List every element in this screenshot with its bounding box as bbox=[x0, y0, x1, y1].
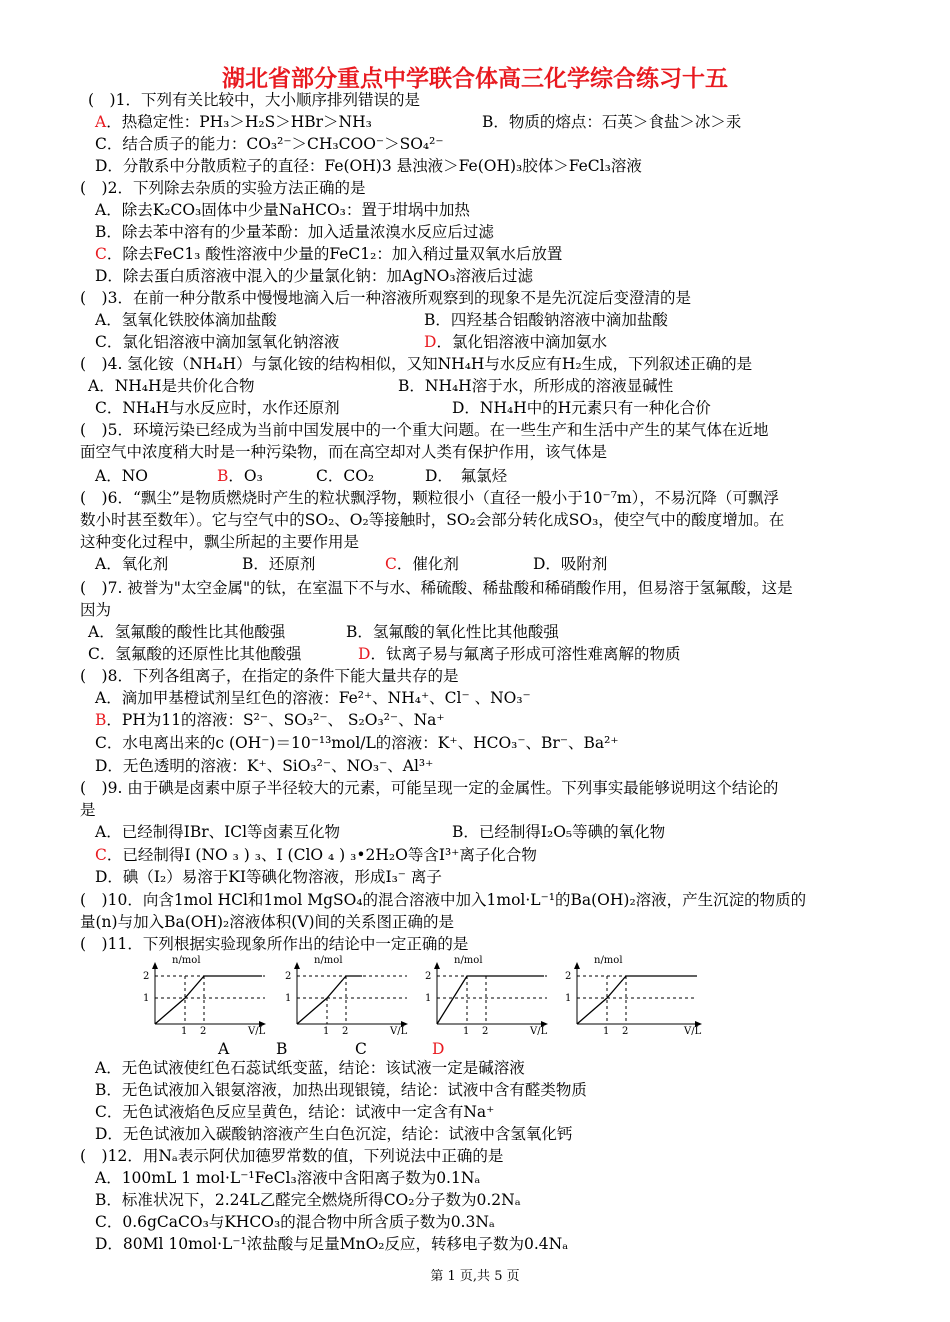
graph-b bbox=[285, 955, 408, 1037]
question-1-stem: ( )1．下列有关比较中，大小顺序排列错误的是 bbox=[88, 91, 420, 109]
question-8-stem: ( )8．下列各组离子，在指定的条件下能大量共存的是 bbox=[80, 667, 459, 685]
x-tick-2: 2 bbox=[342, 1026, 349, 1037]
question-1-option-d: D．分散系中分散质粒子的直径：Fe(OH)3 悬浊液＞Fe(OH)₃胶体＞FeCl₃溶液 bbox=[95, 157, 642, 175]
question-4-option-b: B．NH₄H溶于水，所形成的溶液显碱性 bbox=[398, 377, 674, 395]
x-tick-1: 1 bbox=[603, 1026, 610, 1037]
question-9-stem-line1: ( )9. 由于碘是卤素中原子半径较大的元素，可能呈现一定的金属性。下列事实最能够说明这个结论的 bbox=[80, 779, 779, 797]
y-tick-2: 2 bbox=[143, 971, 150, 982]
y-tick-2: 2 bbox=[285, 971, 292, 982]
graph-label-b: B bbox=[276, 1040, 288, 1058]
x-axis-label: V/L bbox=[248, 1026, 266, 1037]
graph-label-a: A bbox=[218, 1040, 230, 1058]
data-line bbox=[437, 976, 544, 1024]
question-3-stem: ( )3．在前一种分散系中慢慢地滴入后一种溶液所观察到的现象不是先沉淀后变澄清的是 bbox=[80, 289, 691, 307]
question-12-option-d: D．80Ml 10mol·L⁻¹浓盐酸与足量MnO₂反应，转移电子数为0.4Nₐ bbox=[95, 1235, 569, 1253]
data-line bbox=[155, 976, 262, 1024]
question-6-stem-line1: ( )6．“飘尘”是物质燃烧时产生的粒状飘浮物，颗粒很小（直径一般小于10⁻⁷m），不易沉降（可飘浮 bbox=[80, 489, 779, 507]
y-tick-2: 2 bbox=[565, 971, 572, 982]
question-6-stem-line3: 这种变化过程中，飘尘所起的主要作用是 bbox=[80, 533, 360, 551]
question-3-option-b: B．四羟基合铝酸钠溶液中滴加盐酸 bbox=[424, 311, 668, 329]
question-2-option-c: C．除去FeC1₃ 酸性溶液中少量的FeC1₂：加入稍过量双氧水后放置 bbox=[95, 245, 563, 263]
question-3-option-a: A．氢氧化铁胶体滴加盐酸 bbox=[95, 311, 277, 329]
answer-mark: C bbox=[95, 245, 107, 263]
question-5-option-d: D． 氟氯烃 bbox=[425, 467, 508, 485]
question-1-option-b: B．物质的熔点：石英＞食盐＞冰＞汞 bbox=[482, 113, 742, 131]
question-4-stem: ( )4. 氢化铵（NH₄H）与氯化铵的结构相似，又知NH₄H与水反应有H₂生成，下列叙述正确的是 bbox=[80, 355, 753, 373]
graph-a bbox=[143, 955, 266, 1037]
graph-d bbox=[565, 955, 702, 1037]
x-axis-label: V/L bbox=[390, 1026, 408, 1037]
y-axis-label: n/mol bbox=[314, 955, 343, 966]
y-tick-2: 2 bbox=[425, 971, 432, 982]
y-axis-label: n/mol bbox=[594, 955, 623, 966]
question-10-stem-line2: 量(n)与加入Ba(OH)₂溶液体积(V)间的关系图正确的是 bbox=[80, 913, 455, 931]
y-axis-arrow bbox=[152, 962, 158, 969]
question-4-option-d: D．NH₄H中的H元素只有一种化合价 bbox=[452, 399, 711, 417]
question-5-stem-line2: 面空气中浓度稍大时是一种污染物，而在高空却对人类有保护作用，该气体是 bbox=[80, 443, 608, 461]
page-footer: 第 1 页,共 5 页 bbox=[430, 1269, 520, 1284]
question-9-stem-line2: 是 bbox=[80, 801, 96, 819]
y-axis-label: n/mol bbox=[172, 955, 201, 966]
question-8-option-a: A．滴加甲基橙试剂呈红色的溶液：Fe²⁺、NH₄⁺、Cl⁻ 、NO₃⁻ bbox=[95, 689, 531, 707]
question-4-option-c: C．NH₄H与水反应时，水作还原剂 bbox=[95, 399, 340, 417]
answer-mark: D bbox=[424, 333, 437, 351]
question-5-option-c: C．CO₂ bbox=[316, 467, 375, 485]
question-8-option-b: B．PH为11的溶液：S²⁻、SO₃²⁻、 S₂O₃²⁻、Na⁺ bbox=[95, 711, 445, 729]
answer-mark: C bbox=[385, 555, 397, 573]
y-axis-arrow bbox=[294, 962, 300, 969]
y-tick-1: 1 bbox=[565, 993, 572, 1004]
x-axis-label: V/L bbox=[530, 1026, 548, 1037]
answer-mark: D bbox=[358, 645, 371, 663]
question-7-option-d: D．钛离子易与氟离子形成可溶性难离解的物质 bbox=[358, 645, 681, 663]
question-11-option-b: B．无色试液加入银氨溶液，加热出现银镜，结论：试液中含有醛类物质 bbox=[95, 1081, 587, 1099]
y-axis-arrow bbox=[574, 962, 580, 969]
data-line bbox=[577, 976, 697, 1024]
question-1-option-c: C．结合质子的能力：CO₃²⁻＞CH₃COO⁻＞SO₄²⁻ bbox=[95, 135, 444, 153]
graph-c bbox=[425, 955, 548, 1037]
y-tick-1: 1 bbox=[143, 993, 150, 1004]
graph-label-d: D bbox=[432, 1040, 445, 1058]
question-2-stem: ( )2．下列除去杂质的实验方法正确的是 bbox=[80, 179, 366, 197]
question-12-option-b: B．标准状况下，2.24L乙醛完全燃烧所得CO₂分子数为0.2Nₐ bbox=[95, 1191, 521, 1209]
data-line bbox=[297, 976, 362, 1024]
answer-mark: A bbox=[95, 113, 107, 131]
question-2-option-b: B．除去苯中溶有的少量苯酚：加入适量浓溴水反应后过滤 bbox=[95, 223, 494, 241]
question-5-option-a: A．NO bbox=[95, 467, 148, 485]
y-tick-1: 1 bbox=[285, 993, 292, 1004]
question-9-option-c: C．已经制得I (NO ₃ ) ₃、I (ClO ₄ ) ₃•2H₂O等含I³⁺离子化合物 bbox=[95, 846, 537, 864]
question-8-option-d: D．无色透明的溶液：K⁺、SiO₃²⁻、NO₃⁻、Al³⁺ bbox=[95, 757, 434, 775]
question-3-option-c: C．氯化铝溶液中滴加氢氧化钠溶液 bbox=[95, 333, 340, 351]
answer-mark: B bbox=[217, 467, 229, 485]
question-1-option-a: A．热稳定性：PH₃＞H₂S＞HBr＞NH₃ bbox=[95, 113, 372, 131]
x-tick-1: 1 bbox=[463, 1026, 470, 1037]
question-12-option-c: C．0.6gCaCO₃与KHCO₃的混合物中所含质子数为0.3Nₐ bbox=[95, 1213, 495, 1231]
question-12-option-a: A．100mL 1 mol·L⁻¹FeCl₃溶液中含阳离子数为0.1Nₐ bbox=[95, 1169, 481, 1187]
question-5-option-b: B．O₃ bbox=[217, 467, 263, 485]
graph-label-c: C bbox=[355, 1040, 367, 1058]
question-2-option-d: D．除去蛋白质溶液中混入的少量氯化钠：加AgNO₃溶液后过滤 bbox=[95, 267, 534, 285]
question-6-option-d: D．吸附剂 bbox=[533, 555, 608, 573]
question-7-option-a: A．氢氟酸的酸性比其他酸强 bbox=[88, 623, 286, 641]
answer-mark: C bbox=[95, 846, 107, 864]
page-title: 湖北省部分重点中学联合体高三化学综合练习十五 bbox=[222, 66, 728, 92]
question-10-stem-line1: ( )10．向含1mol HCl和1mol MgSO₄的混合溶液中加入1mol·L⁻¹的Ba(OH)₂溶液，产生沉淀的物质的 bbox=[80, 891, 807, 909]
question-11-option-a: A．无色试液使红色石蕊试纸变蓝，结论：该试液一定是碱溶液 bbox=[95, 1059, 525, 1077]
question-4-option-a: A．NH₄H是共价化合物 bbox=[88, 377, 255, 395]
question-8-option-c: C．水电离出来的c (OH⁻)＝10⁻¹³mol/L的溶液：K⁺、HCO₃⁻、Br⁻、Ba²⁺ bbox=[95, 734, 619, 752]
question-6-option-a: A．氧化剂 bbox=[95, 555, 169, 573]
graph-figures bbox=[0, 952, 950, 1062]
question-5-stem-line1: ( )5．环境污染已经成为当前中国发展中的一个重大问题。在一些生产和生活中产生的某气体在近地 bbox=[80, 421, 769, 439]
y-axis-label: n/mol bbox=[454, 955, 483, 966]
question-12-stem: ( )12．用Nₐ表示阿伏加德罗常数的值，下列说法中正确的是 bbox=[80, 1147, 504, 1165]
question-6-option-c: C．催化剂 bbox=[385, 555, 459, 573]
question-2-option-a: A．除去K₂CO₃固体中少量NaHCO₃：置于坩埚中加热 bbox=[95, 201, 470, 219]
question-9-option-d: D．碘（I₂）易溶于KI等碘化物溶液，形成I₃⁻ 离子 bbox=[95, 868, 442, 886]
question-11-stem: ( )11．下列根据实验现象所作出的结论中一定正确的是 bbox=[80, 935, 469, 953]
x-axis-label: V/L bbox=[684, 1026, 702, 1037]
y-tick-1: 1 bbox=[425, 993, 432, 1004]
x-tick-2: 2 bbox=[200, 1026, 207, 1037]
x-tick-2: 2 bbox=[482, 1026, 489, 1037]
question-7-stem-line1: ( )7. 被誉为"太空金属"的钛，在室温下不与水、稀硫酸、稀盐酸和稀硝酸作用，但易溶于氢氟酸，这是 bbox=[80, 579, 793, 597]
question-9-option-a: A．已经制得IBr、ICl等卤素互化物 bbox=[95, 823, 341, 841]
answer-mark: B bbox=[95, 711, 107, 729]
question-7-stem-line2: 因为 bbox=[80, 601, 112, 619]
question-7-option-b: B．氢氟酸的氧化性比其他酸强 bbox=[346, 623, 559, 641]
question-9-option-b: B．已经制得I₂O₅等碘的氧化物 bbox=[452, 823, 666, 841]
question-11-option-d: D．无色试液加入碳酸钠溶液产生白色沉淀，结论：试液中含氢氧化钙 bbox=[95, 1125, 573, 1143]
x-tick-1: 1 bbox=[181, 1026, 188, 1037]
x-tick-2: 2 bbox=[622, 1026, 629, 1037]
question-6-option-b: B．还原剂 bbox=[242, 555, 316, 573]
question-7-option-c: C．氢氟酸的还原性比其他酸强 bbox=[88, 645, 302, 663]
question-3-option-d: D．氯化铝溶液中滴加氨水 bbox=[424, 333, 607, 351]
y-axis-arrow bbox=[434, 962, 440, 969]
question-11-option-c: C．无色试液焰色反应呈黄色，结论：试液中一定含有Na⁺ bbox=[95, 1103, 495, 1121]
question-6-stem-line2: 数小时甚至数年）。它与空气中的SO₂、O₂等接触时，SO₂会部分转化成SO₃，使空气中的酸度增加。在 bbox=[80, 511, 785, 529]
x-tick-1: 1 bbox=[323, 1026, 330, 1037]
